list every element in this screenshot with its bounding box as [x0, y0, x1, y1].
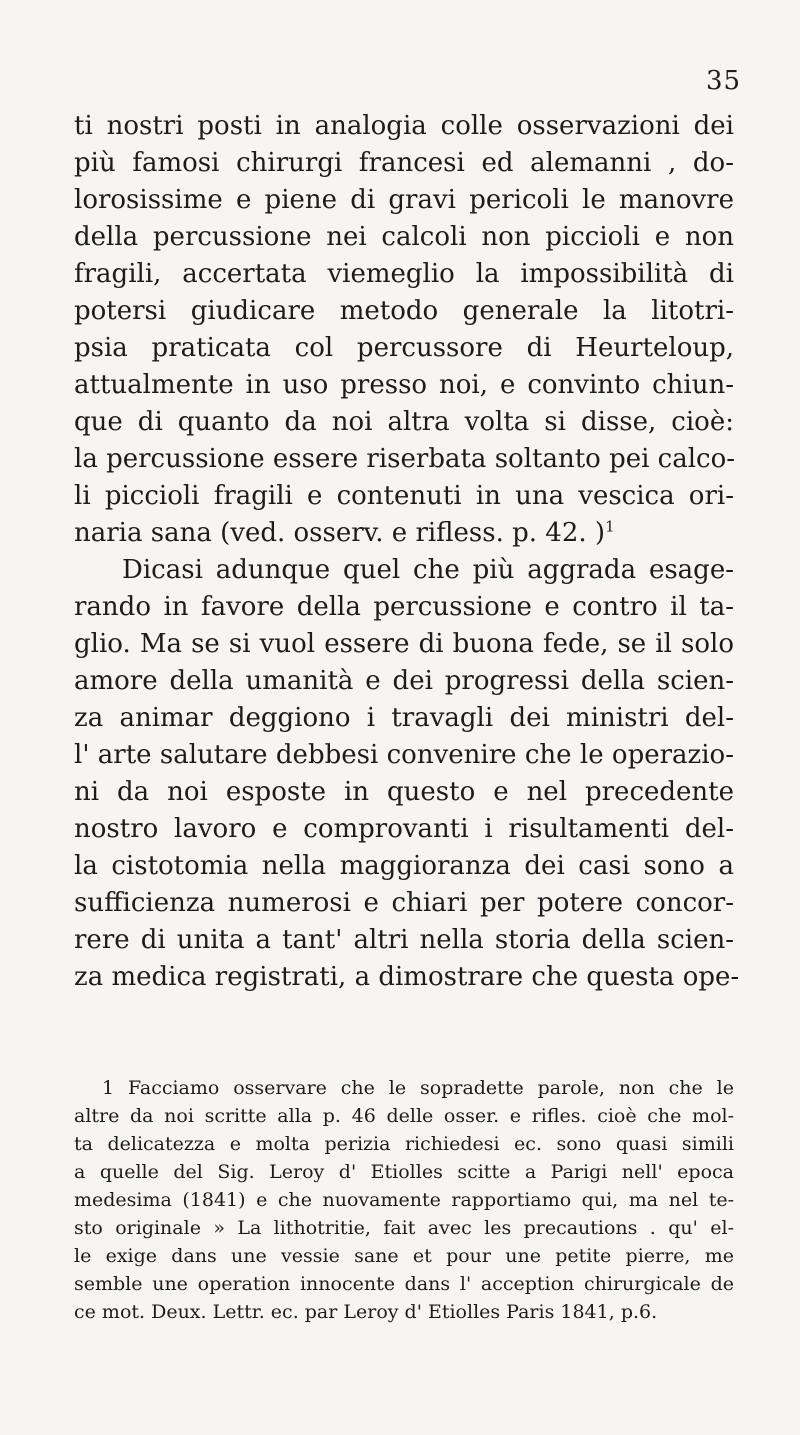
body-line: la percussione essere riserbata soltanto pei calco-	[74, 444, 736, 474]
body-line: nostro lavoro e comprovanti i risultamenti del-	[74, 814, 734, 844]
body-line: potersi giudicare metodo generale la litotri-	[74, 296, 734, 326]
footnote-line: a quelle del Sig. Leroy d' Etiolles scitte a Parigi nell' epoca	[74, 1161, 734, 1183]
body-line: la cistotomia nella maggioranza dei casi sono a	[74, 851, 734, 881]
footnote-line: sto originale » La lithotritie, fait avec les precautions . qu' el-	[74, 1217, 734, 1239]
body-line: Dicasi adunque quel che più aggrada esage-	[122, 555, 734, 585]
body-line: ni da noi esposte in questo e nel precedente	[74, 777, 734, 807]
footnotes	[74, 1074, 734, 1326]
body-text	[74, 108, 740, 996]
footnote-line: ce mot. Deux. Lettr. ec. par Leroy d' Etiolles Paris 1841, p.6.	[74, 1301, 658, 1323]
body-line: della percussione nei calcoli non piccioli e non	[74, 222, 734, 252]
body-line: l' arte salutare debbesi convenire che le operazio-	[74, 740, 734, 770]
body-line: rando in favore della percussione e contro il ta-	[74, 592, 734, 622]
body-line: amore della umanità e dei progressi della scien-	[74, 666, 734, 696]
body-line: fragili, accertata viemeglio la impossibilità di	[74, 259, 734, 289]
body-line: lorosissime e piene di gravi pericoli le manovre	[74, 185, 734, 215]
body-line: li piccioli fragili e contenuti in una vescica ori-	[74, 481, 734, 511]
body-line-with-footnote	[74, 515, 734, 552]
footnote-line: semble une operation innocente dans l' acception chirurgicale de	[74, 1273, 734, 1295]
footnote-reference: 1	[605, 517, 615, 536]
body-line: za medica registrati, a dimostrare che questa ope-	[74, 962, 740, 992]
body-line: psia praticata col percussore di Heurteloup,	[74, 333, 734, 363]
footnote-line: altre da noi scritte alla p. 46 delle osser. e rifles. cioè che mol-	[74, 1105, 734, 1127]
body-line: glio. Ma se si vuol essere di buona fede, se il solo	[74, 629, 734, 659]
body-line: sufficienza numerosi e chiari per potere concor-	[74, 888, 734, 918]
body-line: attualmente in uso presso noi, e convinto chiun-	[74, 370, 734, 400]
body-line: que di quanto da noi altra volta si disse, cioè:	[74, 407, 734, 437]
body-line: più famosi chirurgi francesi ed alemanni , do-	[74, 148, 734, 178]
body-line: za animar deggiono i travagli dei ministri del-	[74, 703, 734, 733]
body-line: ti nostri posti in analogia colle osservazioni dei	[74, 111, 734, 141]
footnote-line: le exige dans une vessie sane et pour une petite pierre, me	[74, 1245, 734, 1267]
footnote-line: medesima (1841) e che nuovamente rapportiamo qui, ma nel te-	[74, 1189, 734, 1211]
footnote-line: 1 Facciamo osservare che le sopradette parole, non che le	[102, 1077, 734, 1099]
footnote-line: ta delicatezza e molta perizia richiedesi ec. sono quasi simili	[74, 1133, 734, 1155]
page-number: 35	[706, 66, 742, 96]
body-line: rere di unita a tant' altri nella storia della scien-	[74, 925, 734, 955]
body-line: naria sana (ved. osserv. e rifless. p. 42. )	[74, 518, 606, 548]
